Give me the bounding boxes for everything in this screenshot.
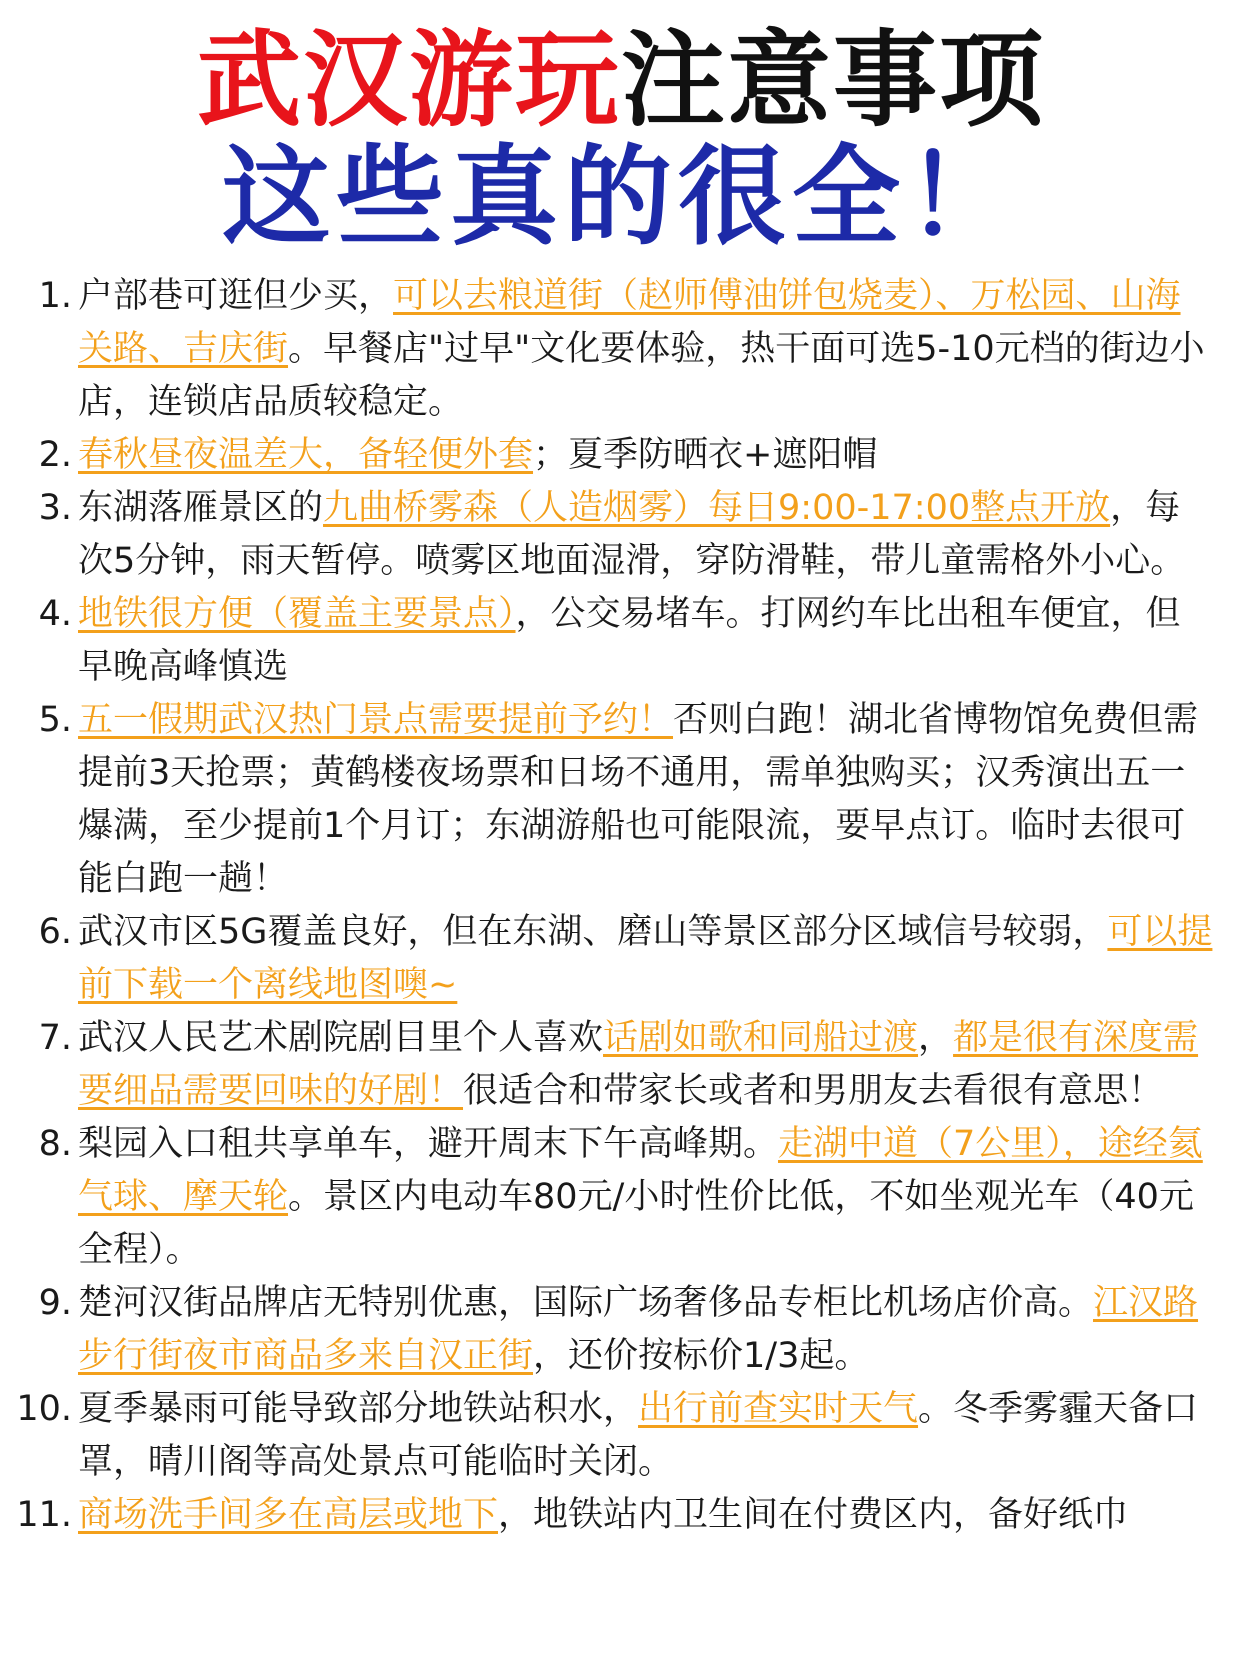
list-item bbox=[0, 1118, 1242, 1277]
highlighted-text: 可以去粮道街（赵师傅油饼包烧麦）、万松园、山海关路、吉庆街 bbox=[78, 276, 1181, 369]
title-line-1 bbox=[0, 0, 1242, 141]
list-item bbox=[0, 1383, 1242, 1489]
list-item-number: 2. bbox=[38, 435, 72, 475]
list-item-number: 8. bbox=[38, 1124, 72, 1164]
highlighted-text: 话剧如歌和同船过渡 bbox=[603, 1018, 919, 1058]
body-text: ，公交易堵车。打网约车比出租车便宜，但早晚高峰慎选 bbox=[78, 594, 1181, 687]
list-item-number: 1. bbox=[38, 276, 72, 316]
list-item bbox=[0, 906, 1242, 1012]
list-item bbox=[0, 1012, 1242, 1118]
body-text: 。早餐店"过早"文化要体验，热干面可选5-10元档的街边小店，连锁店品质较稳定。 bbox=[78, 329, 1205, 422]
title-line-2: 这些真的很全！ bbox=[221, 135, 1020, 260]
list-item-number: 7. bbox=[38, 1018, 72, 1058]
list-item-number: 9. bbox=[38, 1283, 72, 1323]
highlighted-text: 商场洗手间多在高层或地下 bbox=[78, 1495, 499, 1535]
body-text: 否则白跑！湖北省博物馆免费但需提前3天抢票；黄鹤楼夜场票和日场不通用，需单独购买；汉秀演出五一爆满，至少提前1个月订；东湖游船也可能限流，要早点订。临时去很可能白跑一趟！ bbox=[78, 700, 1199, 899]
highlighted-text: 春秋昼夜温差大，备轻便外套 bbox=[78, 435, 534, 475]
list-item-number: 3. bbox=[38, 488, 72, 528]
body-text: ， bbox=[918, 1018, 954, 1058]
highlighted-text: 江汉路步行街夜市商品多来自汉正街 bbox=[78, 1283, 1199, 1376]
list-item bbox=[0, 694, 1242, 906]
highlighted-text: 走湖中道（7公里），途经氦气球、摩天轮 bbox=[78, 1124, 1203, 1217]
highlighted-text: 都是很有深度需要细品需要回味的好剧！ bbox=[78, 1018, 1199, 1111]
title-red-text: 武汉游玩 bbox=[196, 19, 621, 141]
body-text: 。景区内电动车80元/小时性价比低，不如坐观光车（40元全程）。 bbox=[78, 1177, 1194, 1270]
body-text: 武汉人民艺术剧院剧目里个人喜欢 bbox=[78, 1018, 604, 1058]
list-item-number: 4. bbox=[38, 594, 72, 634]
body-text: ；夏季防晒衣+遮阳帽 bbox=[533, 435, 878, 475]
list-item bbox=[0, 270, 1242, 429]
highlighted-text: 可以提前下载一个离线地图噢~ bbox=[78, 912, 1213, 1005]
highlighted-text: 九曲桥雾森（人造烟雾）每日9:00-17:00整点开放 bbox=[323, 488, 1111, 528]
highlighted-text: 地铁很方便（覆盖主要景点） bbox=[78, 594, 516, 634]
list-item-number: 6. bbox=[38, 912, 72, 952]
highlighted-text: 出行前查实时天气 bbox=[638, 1389, 919, 1429]
list-item bbox=[0, 1277, 1242, 1383]
list-item-number: 5. bbox=[38, 700, 72, 740]
body-text: 。冬季雾霾天备口罩，晴川阁等高处景点可能临时关闭。 bbox=[78, 1389, 1199, 1482]
body-text: ，还价按标价1/3起。 bbox=[533, 1336, 870, 1376]
list-item bbox=[0, 1489, 1242, 1542]
body-text: 楚河汉街品牌店无特别优惠，国际广场奢侈品专柜比机场店价高。 bbox=[78, 1283, 1094, 1323]
body-text: 梨园入口租共享单车，避开周末下午高峰期。 bbox=[78, 1124, 779, 1164]
body-text: 东湖落雁景区的 bbox=[78, 488, 324, 528]
title-black-text: 注意事项 bbox=[621, 19, 1046, 141]
highlighted-text: 五一假期武汉热门景点需要提前予约！ bbox=[78, 700, 674, 740]
tips-list bbox=[0, 270, 1242, 1542]
list-item bbox=[0, 482, 1242, 588]
list-item-number: 10. bbox=[16, 1389, 72, 1429]
list-item bbox=[0, 429, 1242, 482]
body-text: 夏季暴雨可能导致部分地铁站积水， bbox=[78, 1389, 639, 1429]
body-text: 武汉市区5G覆盖良好，但在东湖、磨山等景区部分区域信号较弱， bbox=[78, 912, 1108, 952]
body-text: 户部巷可逛但少买， bbox=[78, 276, 394, 316]
body-text: ，地铁站内卫生间在付费区内，备好纸巾 bbox=[498, 1495, 1129, 1535]
list-item bbox=[0, 588, 1242, 694]
body-text: ，每次5分钟，雨天暂停。喷雾区地面湿滑，穿防滑鞋，带儿童需格外小心。 bbox=[78, 488, 1186, 581]
list-item-number: 11. bbox=[16, 1495, 72, 1535]
body-text: 很适合和带家长或者和男朋友去看很有意思！ bbox=[463, 1071, 1164, 1111]
